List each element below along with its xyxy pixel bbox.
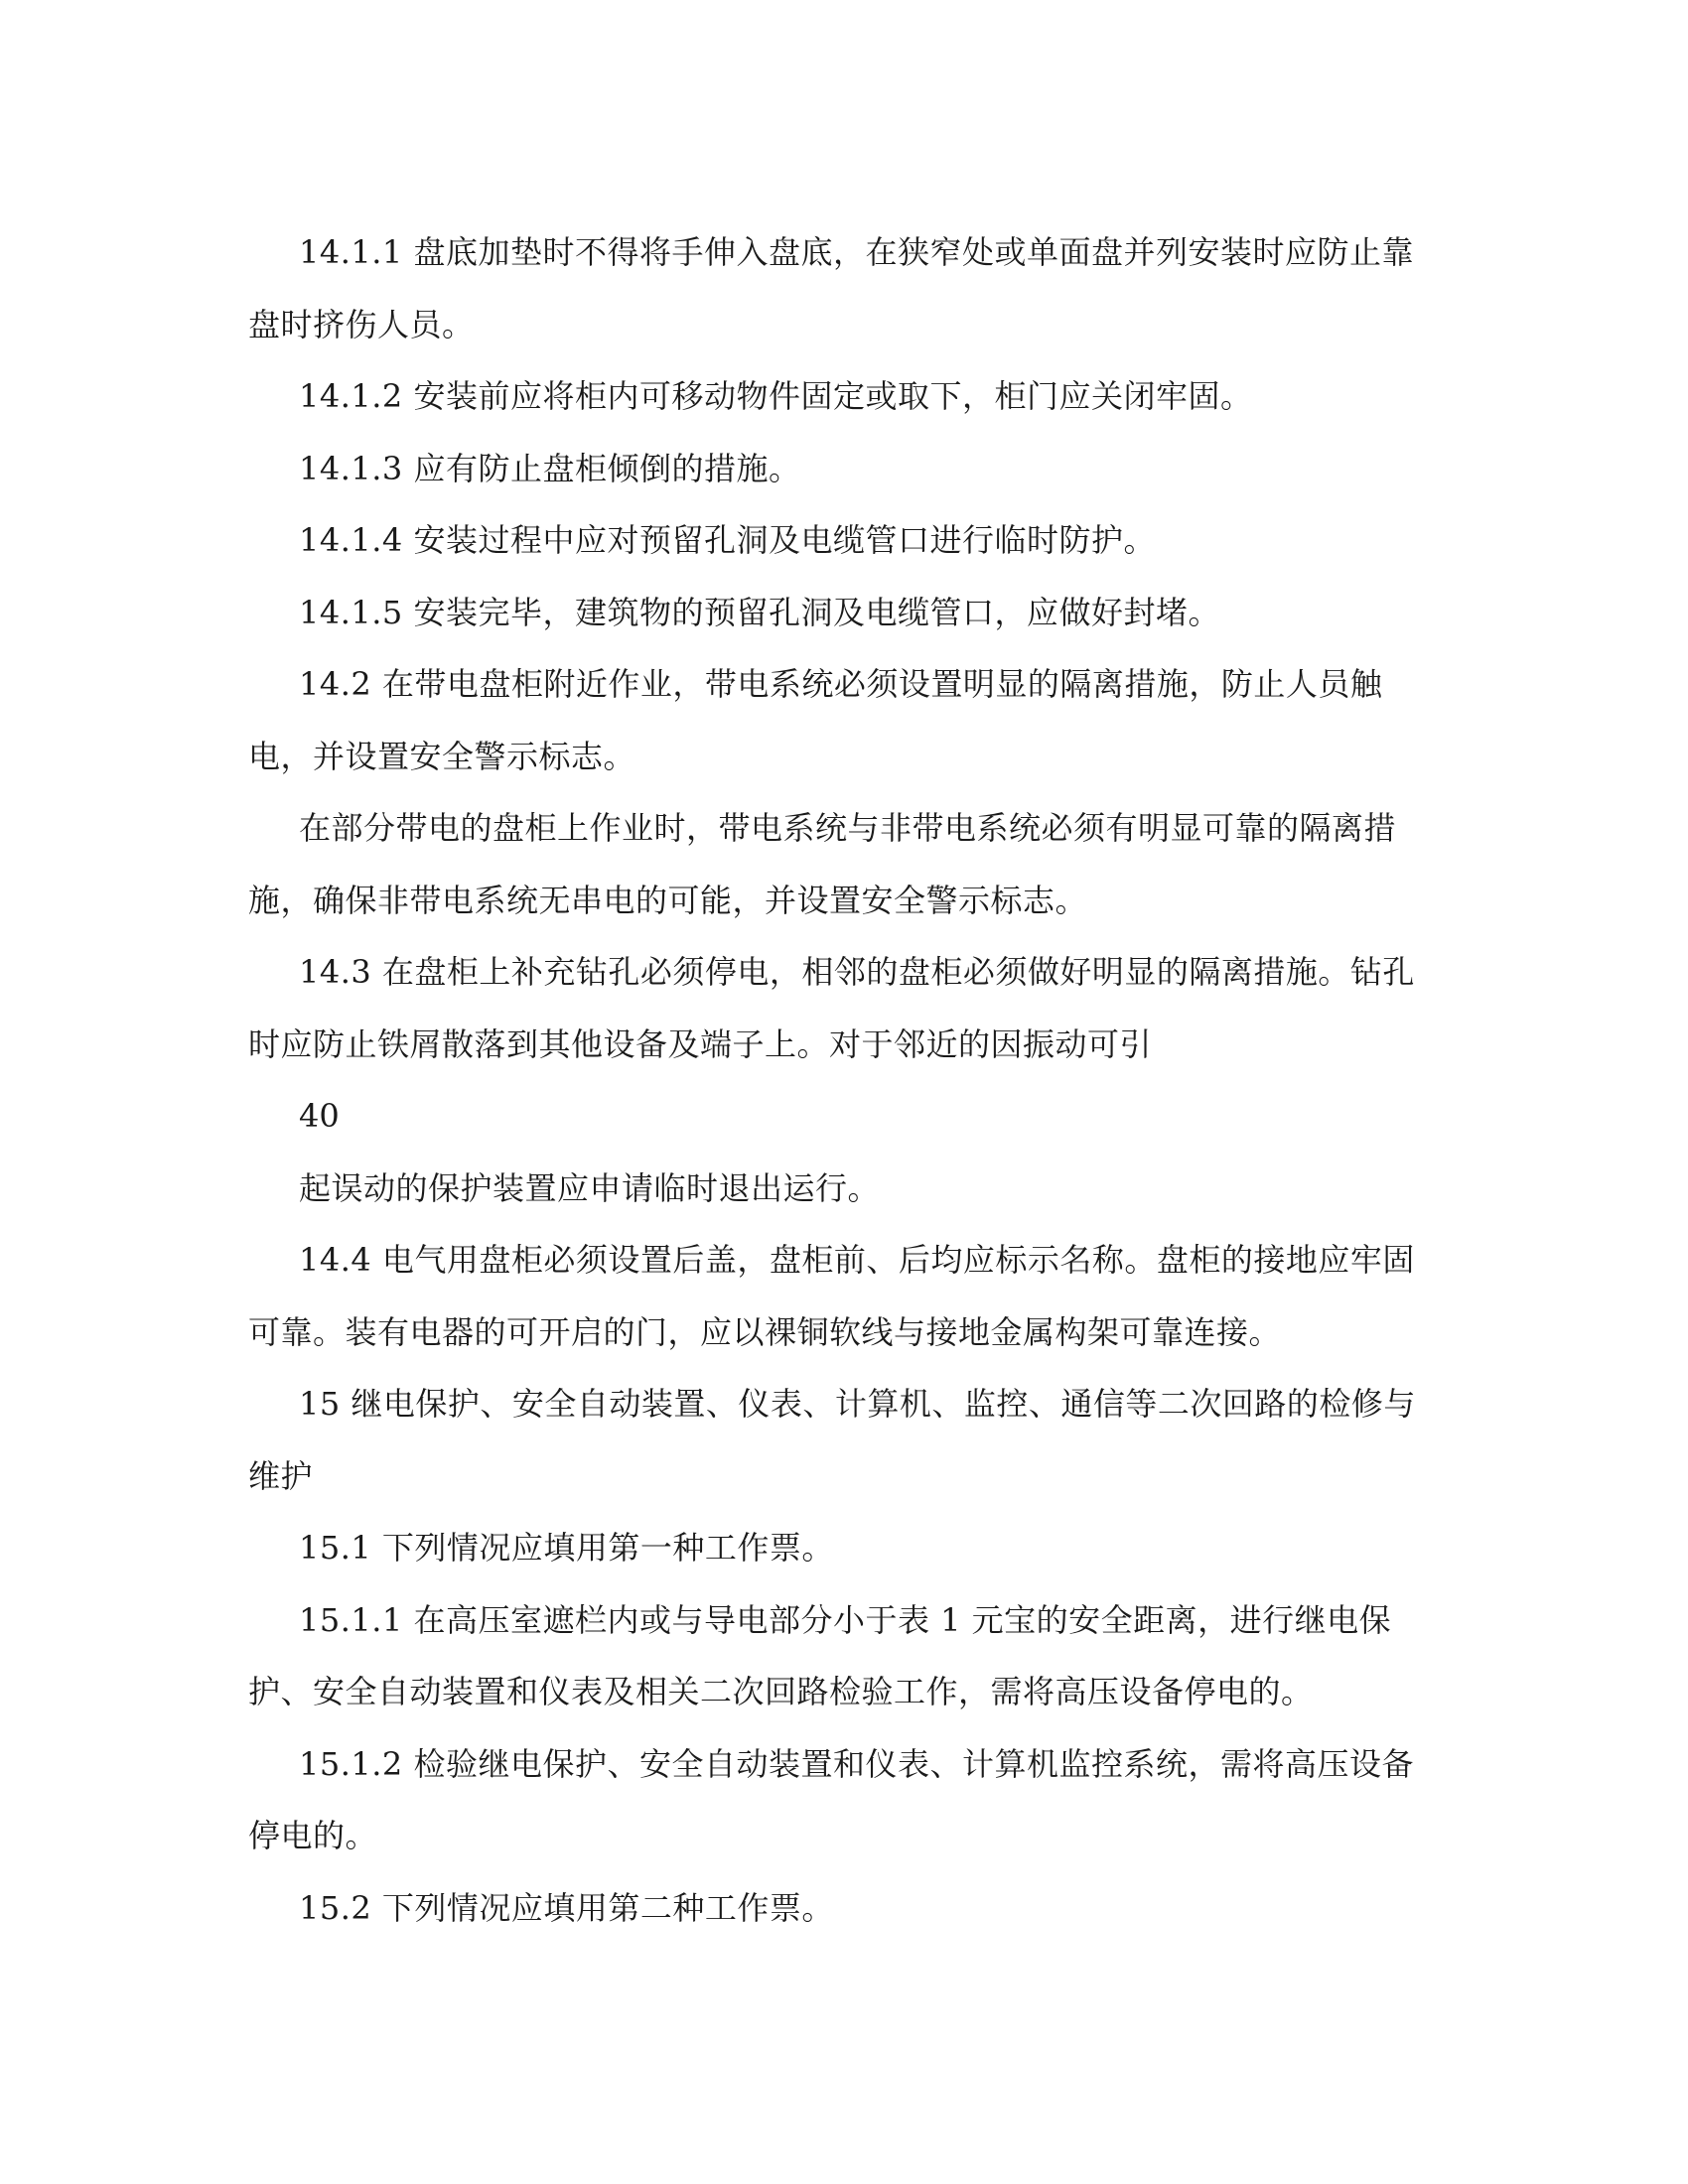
paragraph-14-1-2: 14.1.2 安装前应将柜内可移动物件固定或取下，柜门应关闭牢固。 [299, 377, 1253, 415]
paragraph-14-1-3: 14.1.3 应有防止盘柜倾倒的措施。 [299, 449, 801, 487]
paragraph-15-1-2: 15.1.2 检验继电保护、安全自动装置和仪表、计算机监控系统，需将高压设备停电的。 [248, 1744, 1414, 1854]
heading-section-15: 15 继电保护、安全自动装置、仪表、计算机、监控、通信等二次回路的检修与维护 [248, 1385, 1416, 1495]
paragraph-14-3: 14.3 在盘柜上补充钻孔必须停电，相邻的盘柜必须做好明显的隔离措施。钻孔时应防止铁屑散落到其他设备及端子上。对于邻近的因振动可引 [248, 953, 1415, 1063]
paragraph-14-4: 14.4 电气用盘柜必须设置后盖，盘柜前、后均应标示名称。盘柜的接地应牢固可靠。装有电器的可开启的门，应以裸铜软线与接地金属构架可靠连接。 [248, 1241, 1415, 1351]
paragraph-15-1: 15.1 下列情况应填用第一种工作票。 [299, 1529, 834, 1567]
paragraph-14-3-continued: 起误动的保护装置应申请临时退出运行。 [299, 1168, 881, 1207]
document-body [248, 216, 1440, 1944]
paragraph-15-1-1: 15.1.1 在高压室遮栏内或与导电部分小于表 1 元宝的安全距离，进行继电保护、安全自动装置和仪表及相关二次回路检验工作，需将高压设备停电的。 [248, 1600, 1392, 1710]
paragraph-15-2: 15.2 下列情况应填用第二种工作票。 [299, 1888, 834, 1927]
paragraph-14-1-1: 14.1.1 盘底加垫时不得将手伸入盘底，在狭窄处或单面盘并列安装时应防止靠盘时挤伤人员。 [248, 233, 1414, 343]
page-number: 40 [299, 1097, 340, 1135]
paragraph-14-1-4: 14.1.4 安装过程中应对预留孔洞及电缆管口进行临时防护。 [299, 521, 1156, 559]
paragraph-14-1-5: 14.1.5 安装完毕，建筑物的预留孔洞及电缆管口，应做好封堵。 [299, 593, 1220, 631]
paragraph-partial-live-cabinet: 在部分带电的盘柜上作业时，带电系统与非带电系统必须有明显可靠的隔离措施，确保非带电系统无串电的可能，并设置安全警示标志。 [248, 809, 1397, 919]
paragraph-14-2: 14.2 在带电盘柜附近作业，带电系统必须设置明显的隔离措施，防止人员触电，并设置安全警示标志。 [248, 665, 1383, 775]
